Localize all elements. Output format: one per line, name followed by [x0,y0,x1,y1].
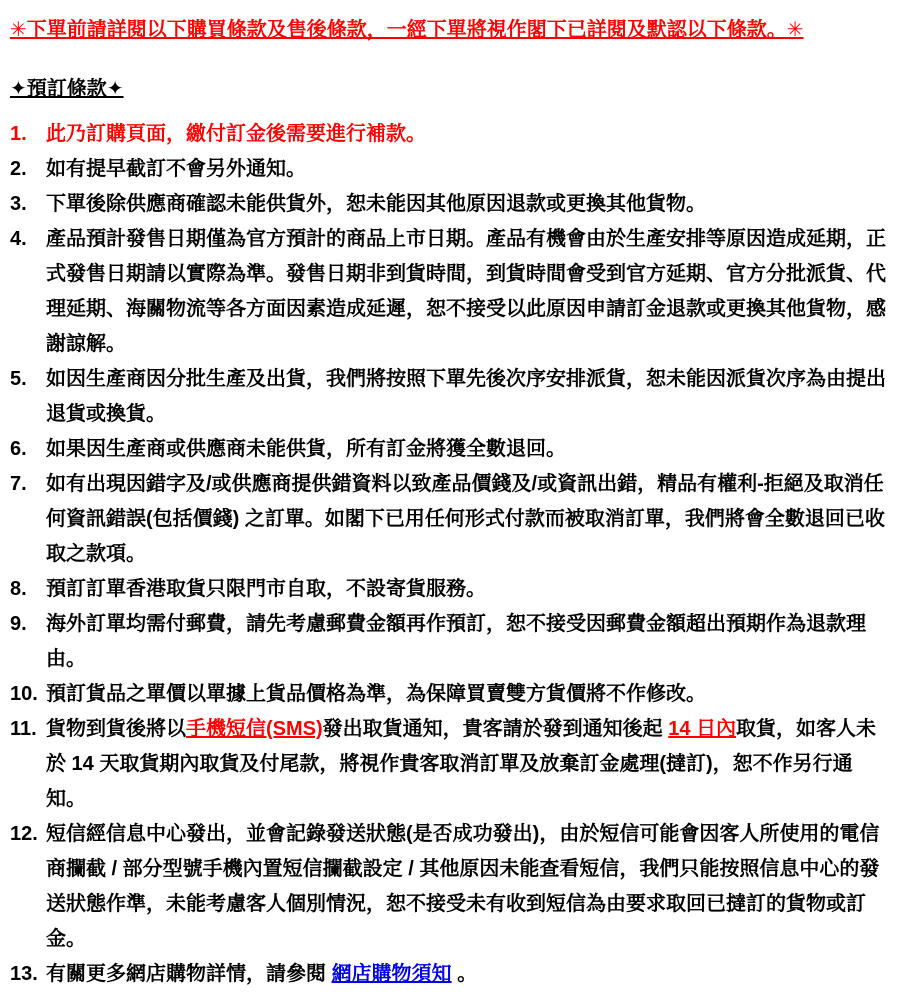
term-item-8 [10,572,887,607]
term-item-12 [10,817,887,957]
term-text [46,222,887,362]
term-item-7 [10,467,887,572]
term-number: 8. [10,578,27,600]
plain-text: 短信經信息中心發出，並會記錄發送狀態(是否成功發出)，由於短信可能會因客人所使用的電信商攔截 / 部分型號手機內置短信攔截設定 / 其他原因未能查看短信，我們只能按照信息中心的發送狀態作準，未能考慮客人個別情況，恕不接受未有收到短信為由要求取回已撻訂的貨物或訂金。 [46,823,880,950]
term-number: 11. [10,718,37,740]
term-item-13 [10,957,887,992]
term-text [46,152,887,187]
term-number: 7. [10,473,27,495]
term-text [46,957,887,992]
term-text [46,712,887,817]
term-number: 10. [10,683,38,705]
term-item-3 [10,187,887,222]
term-item-6 [10,432,887,467]
plain-text: 下單後除供應商確認未能供貨外，恕未能因其他原因退款或更換其他貨物。 [46,193,706,215]
term-item-2 [10,152,887,187]
term-number: 5. [10,368,27,390]
term-number: 13. [10,963,38,985]
plain-text: 如有提早截訂不會另外通知。 [46,158,306,180]
plain-text: 預訂訂單香港取貨只限門市自取，不設寄貨服務。 [46,578,486,600]
term-text [46,187,887,222]
term-text [46,362,887,432]
term-text [46,817,887,957]
term-item-10 [10,677,887,712]
term-text [46,607,887,677]
plain-text: 貨物到貨後將以 [46,718,186,740]
plain-text: 海外訂單均需付郵費，請先考慮郵費金額再作預訂，恕不接受因郵費金額超出預期作為退款理由。 [46,613,866,670]
plain-text: 此乃訂購頁面，繳付訂金後需要進行補款。 [46,123,426,145]
highlighted-text: 手機短信(SMS) [186,718,323,740]
term-number: 6. [10,438,27,460]
plain-text: 發出取貨通知，貴客請於發到通知後起 [322,718,669,740]
term-text [46,467,887,572]
plain-text: 如因生產商因分批生產及出貨，我們將按照下單先後次序安排派貨，恕未能因派貨次序為由提出退貨或換貨。 [46,368,886,425]
terms-list [10,117,887,992]
term-item-9 [10,607,887,677]
term-item-4 [10,222,887,362]
plain-text: 產品預計發售日期僅為官方預計的商品上市日期。產品有機會由於生產安排等原因造成延期，正式發售日期請以實際為準。發售日期非到貨時間，到貨時間會受到官方延期、官方分批派貨、代理延期、海關物流等各方面因素造成延遲，恕不接受以此原因申請訂金退款或更換其他貨物，感謝諒解。 [46,228,886,355]
plain-text: 如有出現因錯字及/或供應商提供錯資料以致產品價錢及/或資訊出錯，精品有權利-拒絕及取消任何資訊錯誤(包括價錢) 之訂單。如閣下已用任何形式付款而被取消訂單，我們將會全數退回已收取之款項。 [46,473,885,565]
term-number: 9. [10,613,27,635]
plain-text: 。 [451,963,478,985]
plain-text: 取貨，如客人未於 14 天取貨期內取貨及付尾款，將視作貴客取消訂單及放棄訂金處理(撻訂)，恕不作另行通知。 [46,718,877,810]
page-title: ✳下單前請詳閱以下購買條款及售後條款，一經下單將視作閣下已詳閱及默認以下條款。✳ [10,19,804,41]
term-number: 3. [10,193,27,215]
term-number: 12. [10,823,38,845]
term-text [46,117,887,152]
term-text [46,432,887,467]
plain-text: 有關更多網店購物詳情，請參閱 [46,963,332,985]
term-number: 1. [10,123,27,145]
term-item-1 [10,117,887,152]
term-number: 4. [10,228,27,250]
plain-text: 預訂貨品之單價以單據上貨品價格為準，為保障買賣雙方貨價將不作修改。 [46,683,706,705]
term-text [46,572,887,607]
term-item-5 [10,362,887,432]
plain-text: 如果因生產商或供應商未能供貨，所有訂金將獲全數退回。 [46,438,566,460]
section-heading: ✦預訂條款✦ [10,78,124,100]
term-text [46,677,887,712]
highlighted-text: 14 日內 [668,718,737,740]
term-number: 2. [10,158,27,180]
term-item-11 [10,712,887,817]
shop-guide-link[interactable]: 網店購物須知 [331,963,452,985]
